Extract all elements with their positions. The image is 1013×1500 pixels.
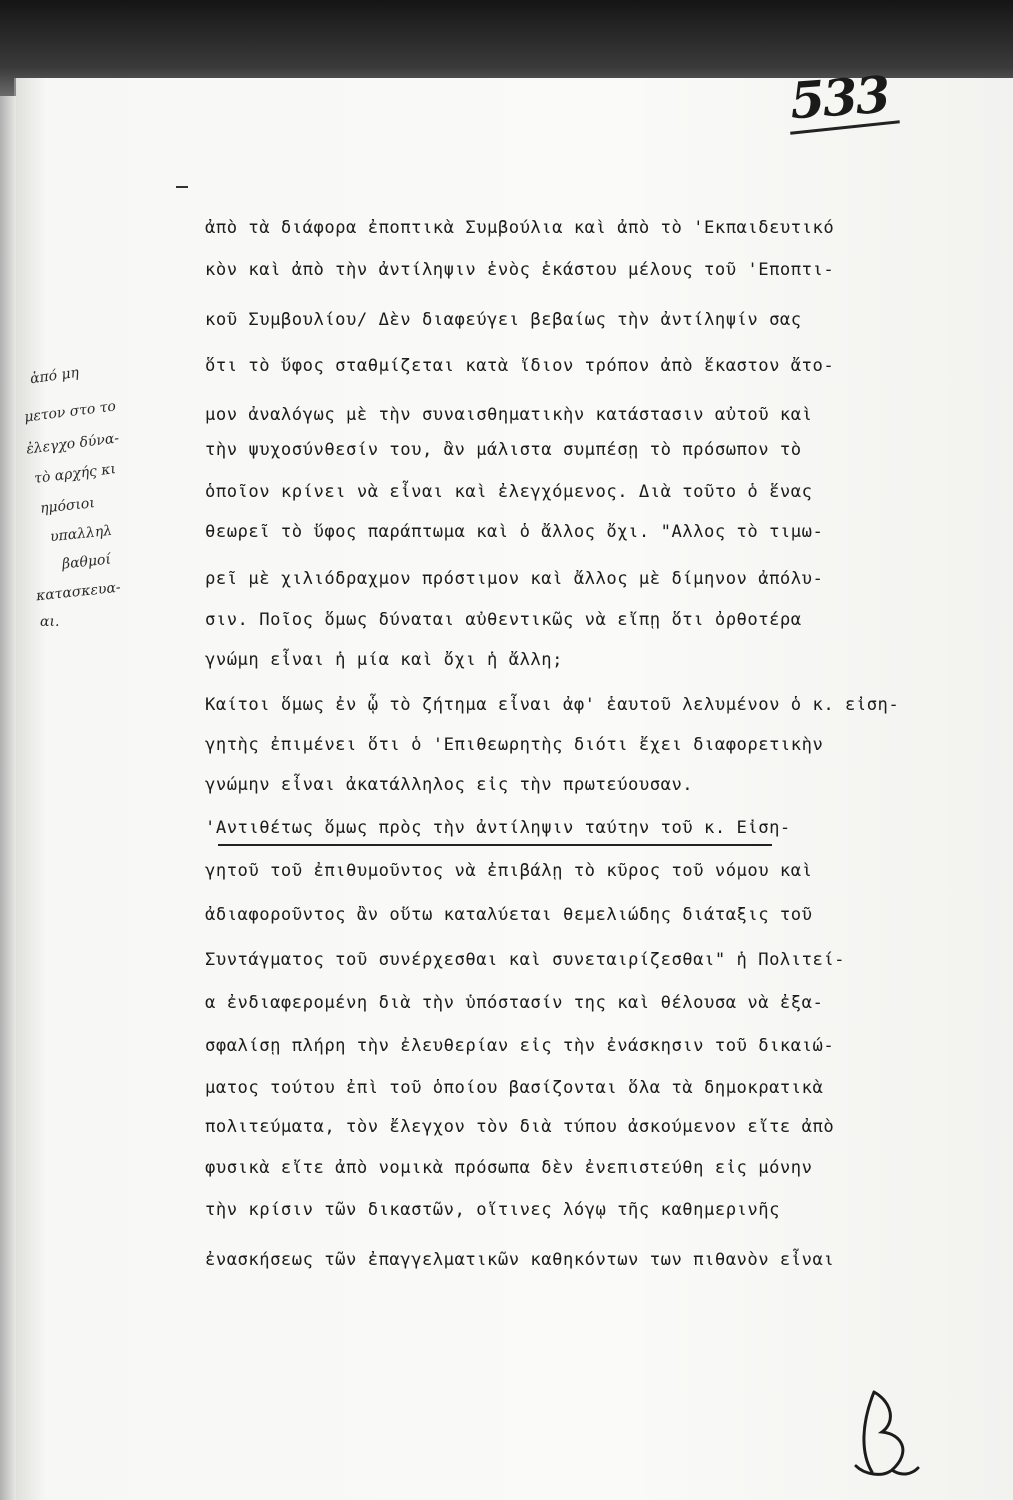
text-line: σιν. Ποῖος ὅμως δύναται αὐθεντικῶς νὰ εἴπῃ ὅτι ὀρθοτέρα xyxy=(205,610,802,630)
text-line: τὴν ψυχοσύνθεσίν του, ἂν μάλιστα συμπέσῃ τὸ πρόσωπον τὸ xyxy=(205,440,802,460)
margin-note-line: κατασκευα- xyxy=(35,579,122,605)
text-line: ἀπὸ τὰ διάφορα ἐποπτικὰ Συμβούλια καὶ ἀπὸ τὸ 'Εκπαιδευτικό xyxy=(205,218,835,238)
handwritten-underline xyxy=(218,844,772,846)
text-line: ματος τούτου ἐπὶ τοῦ ὁποίου βασίζονται ὅλα τὰ δημοκρατικὰ xyxy=(205,1078,824,1098)
signature-mark xyxy=(852,1382,922,1482)
text-line: ρεῖ μὲ χιλιόδραχμον πρόστιμον καὶ ἄλλος μὲ δίμηνον ἀπόλυ- xyxy=(205,569,824,589)
text-line: ὅτι τὸ ὕφος σταθμίζεται κατὰ ἴδιον τρόπον ἀπὸ ἕκαστον ἄτο- xyxy=(205,356,835,376)
text-line: α ἐνδιαφερομένη διὰ τὴν ὑπόστασίν της καὶ θέλουσα νὰ ἐξα- xyxy=(205,993,824,1013)
text-line: κὸν καὶ ἀπὸ τὴν ἀντίληψιν ἑνὸς ἑκάστου μέλους τοῦ 'Εποπτι- xyxy=(205,260,835,280)
text-line: ὁποῖον κρίνει νὰ εἶναι καὶ ἐλεγχόμενος. Διὰ τοῦτο ὁ ἕνας xyxy=(205,482,813,502)
text-line: πολιτεύματα, τὸν ἔλεγχον τὸν διὰ τύπου ἀσκούμενον εἴτε ἀπὸ xyxy=(205,1117,835,1137)
text-line: φυσικὰ εἴτε ἀπὸ νομικὰ πρόσωπα δὲν ἐνεπιστεύθη εἰς μόνην xyxy=(205,1158,813,1178)
text-line-underlined: 'Αντιθέτως ὅμως πρὸς τὴν ἀντίληψιν ταύτην τοῦ κ. Εἰση- xyxy=(205,818,791,838)
text-line: Συντάγματος τοῦ συνέρχεσθαι καὶ συνεταιρίζεσθαι" ἡ Πολιτεί- xyxy=(205,950,846,970)
margin-note-line: υπαλληλ xyxy=(49,522,113,546)
text-line: γητοῦ τοῦ ἐπιθυμοῦντος νὰ ἐπιβάλῃ τὸ κῦρος τοῦ νόμου καὶ xyxy=(205,861,813,881)
text-line: σφαλίσῃ πλήρη τὴν ἐλευθερίαν εἰς τὴν ἐνάσκησιν τοῦ δικαιώ- xyxy=(205,1036,835,1056)
text-line: θεωρεῖ τὸ ὕφος παράπτωμα καὶ ὁ ἄλλος ὄχι. "Αλλος τὸ τιμω- xyxy=(205,522,824,542)
margin-note-line: ἐλεγχο δύνα- xyxy=(25,430,120,458)
margin-note-line: ημόσιοι xyxy=(39,495,96,517)
handwritten-margin-note xyxy=(0,0,200,640)
margin-note-line: αι. xyxy=(40,614,60,630)
text-line: γητὴς ἐπιμένει ὅτι ὁ 'Επιθεωρητὴς διότι ἔχει διαφορετικὴν xyxy=(205,735,824,755)
text-line: ἐνασκήσεως τῶν ἐπαγγελματικῶν καθηκόντων των πιθανὸν εἶναι xyxy=(205,1250,835,1270)
margin-note-line: βαθμοί xyxy=(61,551,112,573)
text-line: Καίτοι ὅμως ἐν ᾧ τὸ ζήτημα εἶναι ἀφ' ἑαυτοῦ λελυμένον ὁ κ. εἰση- xyxy=(205,695,900,715)
margin-note-line: μετον στο το xyxy=(23,398,117,426)
text-line: γνώμην εἶναι ἀκατάλληλος εἰς τὴν πρωτεύουσαν. xyxy=(205,775,694,795)
page-number: 533 xyxy=(788,64,891,131)
text-line: ἀδιαφοροῦντος ἂν οὕτω καταλύεται θεμελιώδης διάταξις τοῦ xyxy=(205,905,813,925)
margin-note-line: τὸ αρχής κι xyxy=(33,461,117,487)
text-line: κοῦ Συμβουλίου/ Δὲν διαφεύγει βεβαίως τὴν ἀντίληψίν σας xyxy=(205,310,802,330)
text-line: τὴν κρίσιν τῶν δικαστῶν, οἵτινες λόγῳ τῆς καθημερινῆς xyxy=(205,1200,780,1220)
text-line: γνώμη εἶναι ἡ μία καὶ ὄχι ἡ ἄλλη; xyxy=(205,650,563,670)
margin-note-line: ἀπό μη xyxy=(29,364,80,388)
text-line: μον ἀναλόγως μὲ τὴν συναισθηματικὴν κατάστασιν αὐτοῦ καὶ xyxy=(205,405,813,425)
